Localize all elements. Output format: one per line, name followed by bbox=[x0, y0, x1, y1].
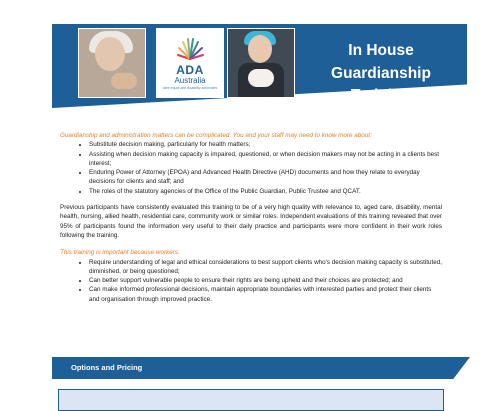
main-content bbox=[60, 131, 442, 304]
list-item: • Can make informed professional decisions, maintain appropriate boundaries with interested parties and protect their clients and organisation through improved practice. bbox=[89, 285, 442, 304]
page-title bbox=[300, 40, 462, 108]
intro-text: Guardianship and administration matters can be complicated. You and your staff may need to know more about: bbox=[60, 132, 372, 139]
logo-name: ADA bbox=[176, 63, 204, 77]
list-item: • Require understanding of legal and ethical considerations to best support clients who's decision making capacity is substituted, diminished, or being questioned; bbox=[89, 258, 442, 277]
importance-list bbox=[60, 258, 442, 304]
logo-subname: Australia bbox=[174, 76, 206, 85]
section-title: Options and Pricing bbox=[71, 363, 143, 372]
logo-tagline: dare equal and disability advocates bbox=[162, 86, 218, 90]
ada-australia-logo bbox=[156, 28, 224, 98]
list-item: • Enduring Power of Attorney (EPOA) and Advanced Health Directive (AHD) documents and how they relate to everyday decisions for clients and staff; and bbox=[89, 168, 442, 187]
list-item: • The roles of the statutory agencies of the Office of the Public Guardian, Public Trustee and QCAT. bbox=[89, 187, 442, 196]
list-item: • Can better support vulnerable people to ensure their rights are being upheld and their choices are protected; and bbox=[89, 276, 442, 285]
topics-list bbox=[60, 140, 442, 196]
title-line: In House bbox=[348, 42, 414, 59]
pricing-box bbox=[58, 389, 444, 411]
list-item: • Substitute decision making, particularly for health matters; bbox=[89, 140, 442, 149]
title-line: Guardianship bbox=[331, 64, 431, 82]
evaluation-paragraph: Previous participants have consistently evaluated this training to be of a very high quality with relevance to, aged care, disability, mental health, nursing, allied health, residential care, community work or similar roles. Independent evaluations of this training revealed that over 95% of participants found the information very useful to their daily practice and participants were more confident in their work roles following the training. bbox=[60, 204, 442, 239]
list-item: • Assisting when decision making capacity is impaired, questioned, or when decision makers may not be acting in a clients best interest; bbox=[89, 150, 442, 169]
photo-woman-with-dog bbox=[227, 28, 295, 98]
title-line: Training bbox=[350, 87, 412, 104]
importance-heading: This training is important because workers: bbox=[60, 249, 180, 257]
logo-sunburst-icon bbox=[175, 35, 205, 61]
photo-elderly-woman-writing bbox=[78, 28, 146, 98]
